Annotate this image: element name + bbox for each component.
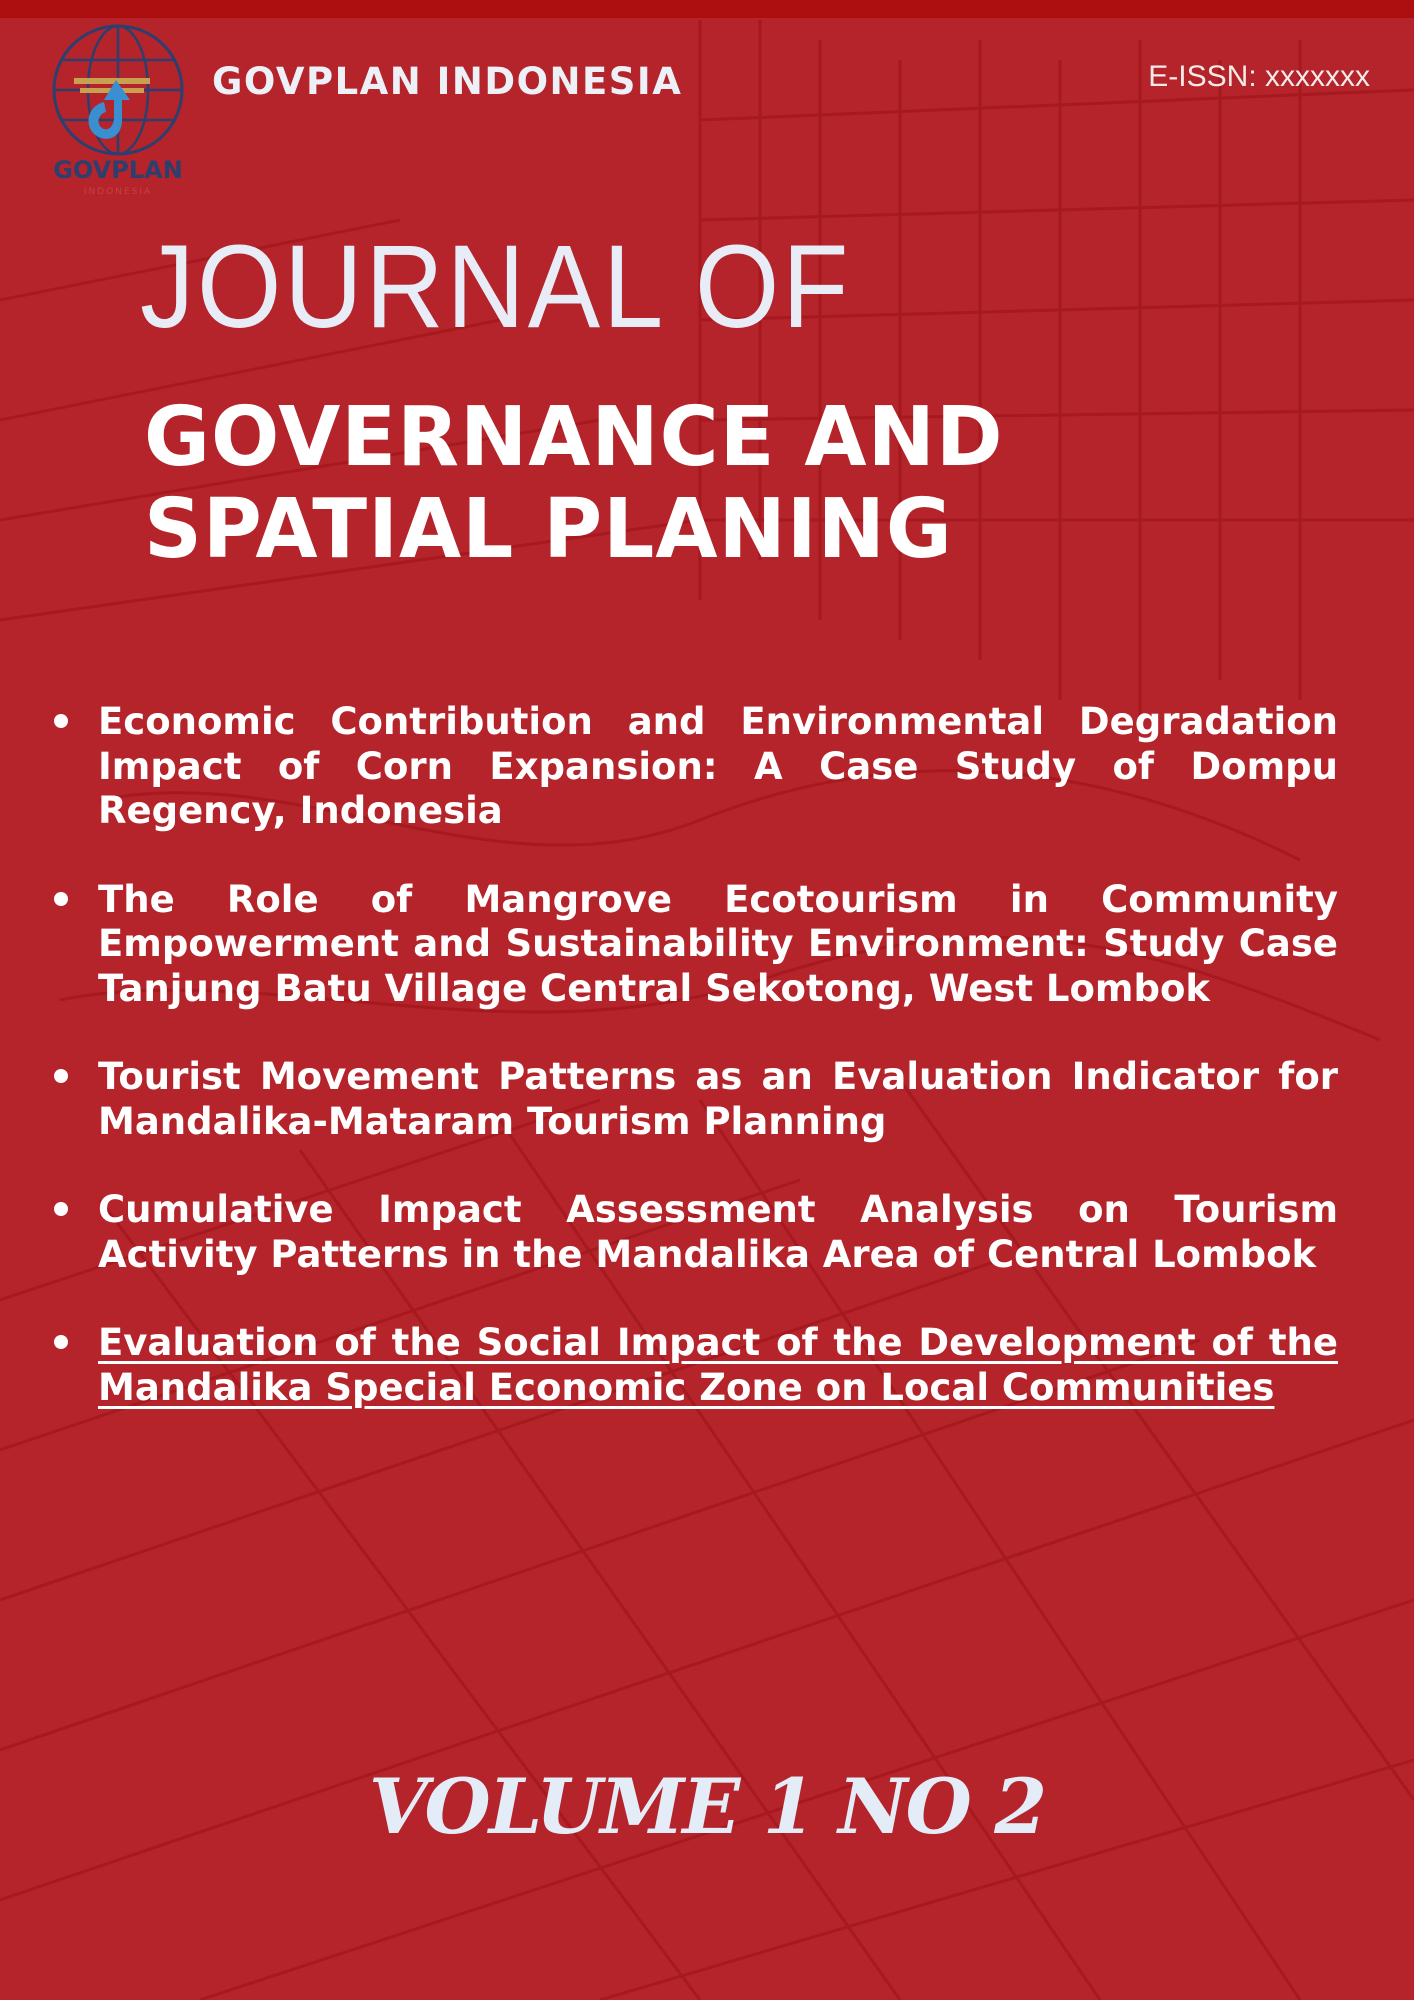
- article-title: Cumulative Impact Assessment Analysis on Tourism Activity Patterns in the Mandalika Area of Central Lombok: [98, 1188, 1338, 1276]
- bullet-icon: [54, 1335, 68, 1349]
- volume-issue-label: VOLUME 1 NO 2: [368, 1762, 1046, 1851]
- article-item: [48, 878, 1338, 1012]
- svg-text:GOVPLAN: GOVPLAN: [53, 156, 183, 184]
- bullet-icon: [54, 1069, 68, 1083]
- journal-title-line-2: SPATIAL PLANING: [144, 482, 953, 577]
- article-title: The Role of Mangrove Ecotourism in Community Empowerment and Sustainability Environment: Study Case Tanjung Batu Village Central Sekotong, West Lombok: [98, 877, 1338, 1010]
- journal-title-line-1: GOVERNANCE AND: [144, 390, 1004, 485]
- bullet-icon: [54, 714, 68, 728]
- bullet-icon: [54, 892, 68, 906]
- issn-label: E-ISSN: xxxxxxx: [1148, 60, 1370, 93]
- article-title-link[interactable]: Evaluation of the Social Impact of the Development of the Mandalika Special Economic Zone on Local Communities: [98, 1321, 1338, 1409]
- article-item: [48, 1188, 1338, 1277]
- journal-title-prefix: JOURNAL OF: [140, 221, 852, 353]
- organization-name: GOVPLAN INDONESIA: [212, 60, 683, 103]
- article-item: [48, 700, 1338, 834]
- svg-text:INDONESIA: INDONESIA: [83, 187, 153, 197]
- article-item: [48, 1055, 1338, 1144]
- article-list: [48, 700, 1338, 1454]
- article-item-linked[interactable]: [48, 1321, 1338, 1410]
- bullet-icon: [54, 1202, 68, 1216]
- govplan-logo: [46, 20, 196, 200]
- article-title: Tourist Movement Patterns as an Evaluation Indicator for Mandalika-Mataram Tourism Planning: [98, 1055, 1338, 1143]
- article-title: Economic Contribution and Environmental Degradation Impact of Corn Expansion: A Case Study of Dompu Regency, Indonesia: [98, 700, 1338, 832]
- journal-title: [144, 392, 1004, 576]
